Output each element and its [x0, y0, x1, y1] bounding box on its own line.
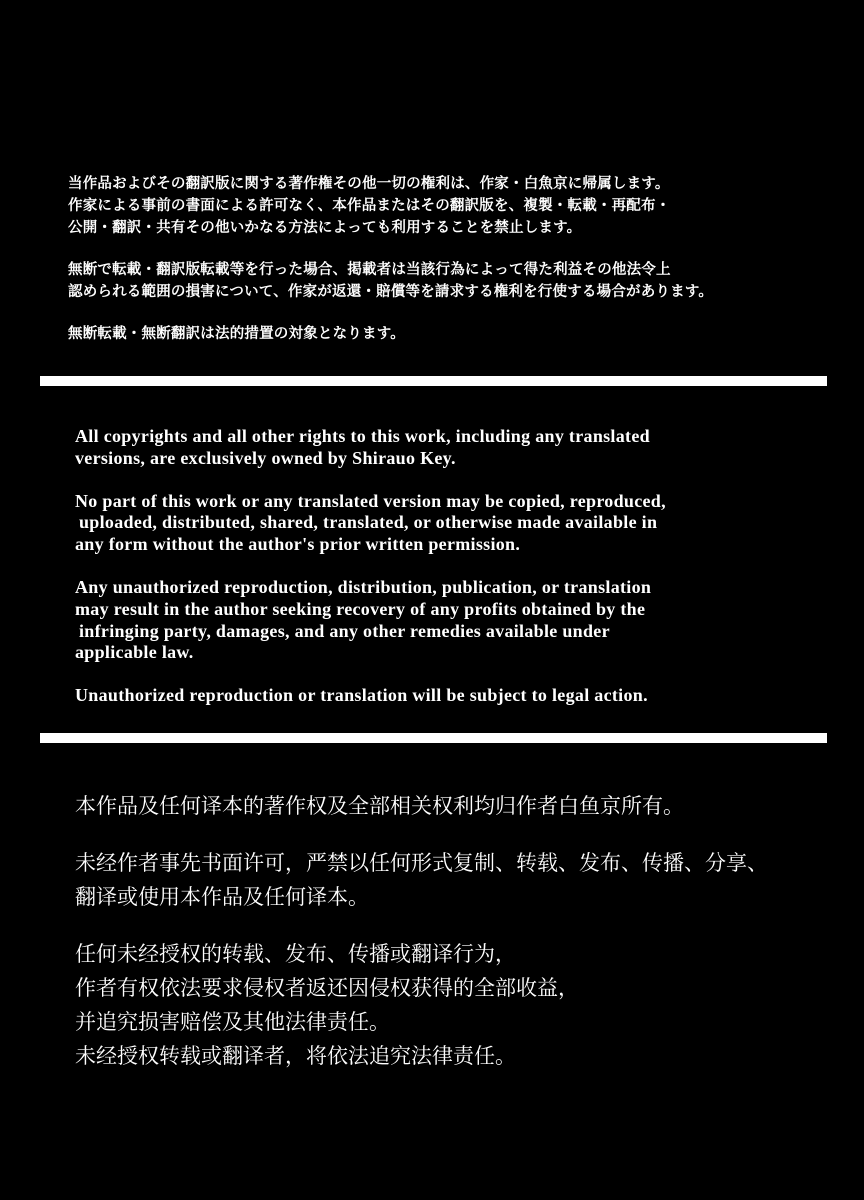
- notice-line: 認められる範囲の損害について、作家が返還・賠償等を請求する権利を行使する場合があります。: [68, 283, 714, 300]
- notice-line: All copyrights and all other rights to this work, including any translated: [75, 426, 650, 446]
- notice-line: 公開・翻訳・共有その他いかなる方法によっても利用することを禁止します。: [68, 219, 582, 236]
- notice-line: 無断で転載・翻訳版転載等を行った場合、掲載者は当該行為によって得た利益その他法令上: [68, 261, 671, 278]
- notice-line: 翻译或使用本作品及任何译本。: [75, 885, 369, 909]
- notice-line: Any unauthorized reproduction, distribution, publication, or translation: [75, 576, 652, 597]
- notice-line: versions, are exclusively owned by Shirauo Key.: [75, 447, 456, 468]
- notice-line: 未经作者事先书面许可，严禁以任何形式复制、转载、发布、传播、分享、: [75, 851, 768, 875]
- notice-line: Unauthorized reproduction or translation will be subject to legal action.: [75, 685, 648, 706]
- notice-line: 未经授权转载或翻译者，将依法追究法律责任。: [75, 1044, 516, 1068]
- notice-line: may result in the author seeking recovery of any profits obtained by the: [75, 598, 646, 619]
- notice-line: 本作品及任何译本的著作权及全部相关权利均归作者白鱼京所有。: [75, 794, 684, 818]
- notice-line: No part of this work or any translated version may be copied, reproduced,: [75, 490, 666, 511]
- notice-line: 任何未经授权的转载、发布、传播或翻译行为，: [75, 942, 516, 966]
- japanese-notice: [68, 173, 848, 345]
- notice-line: 作家による事前の書面による許可なく、本作品またはその翻訳版を、複製・転載・再配布・: [68, 197, 671, 214]
- notice-line: 作者有权依法要求侵权者返还因侵权获得的全部收益，: [75, 976, 579, 1000]
- divider: [40, 376, 827, 386]
- notice-line: 無断転載・無断翻訳は法的措置の対象となります。: [68, 325, 405, 342]
- notice-line: 当作品およびその翻訳版に関する著作権その他一切の権利は、作家・白魚京に帰属します。: [68, 175, 670, 192]
- chinese-notice: [75, 789, 835, 1073]
- notice-line: any form without the author's prior written permission.: [75, 534, 521, 555]
- notice-line: uploaded, distributed, shared, translated, or otherwise made available in: [79, 512, 658, 533]
- english-notice: [75, 426, 815, 707]
- notice-line: applicable law.: [75, 642, 194, 663]
- notice-line: infringing party, damages, and any other remedies available under: [79, 620, 610, 641]
- notice-line: 并追究损害赔偿及其他法律责任。: [75, 1010, 390, 1034]
- divider: [40, 733, 827, 743]
